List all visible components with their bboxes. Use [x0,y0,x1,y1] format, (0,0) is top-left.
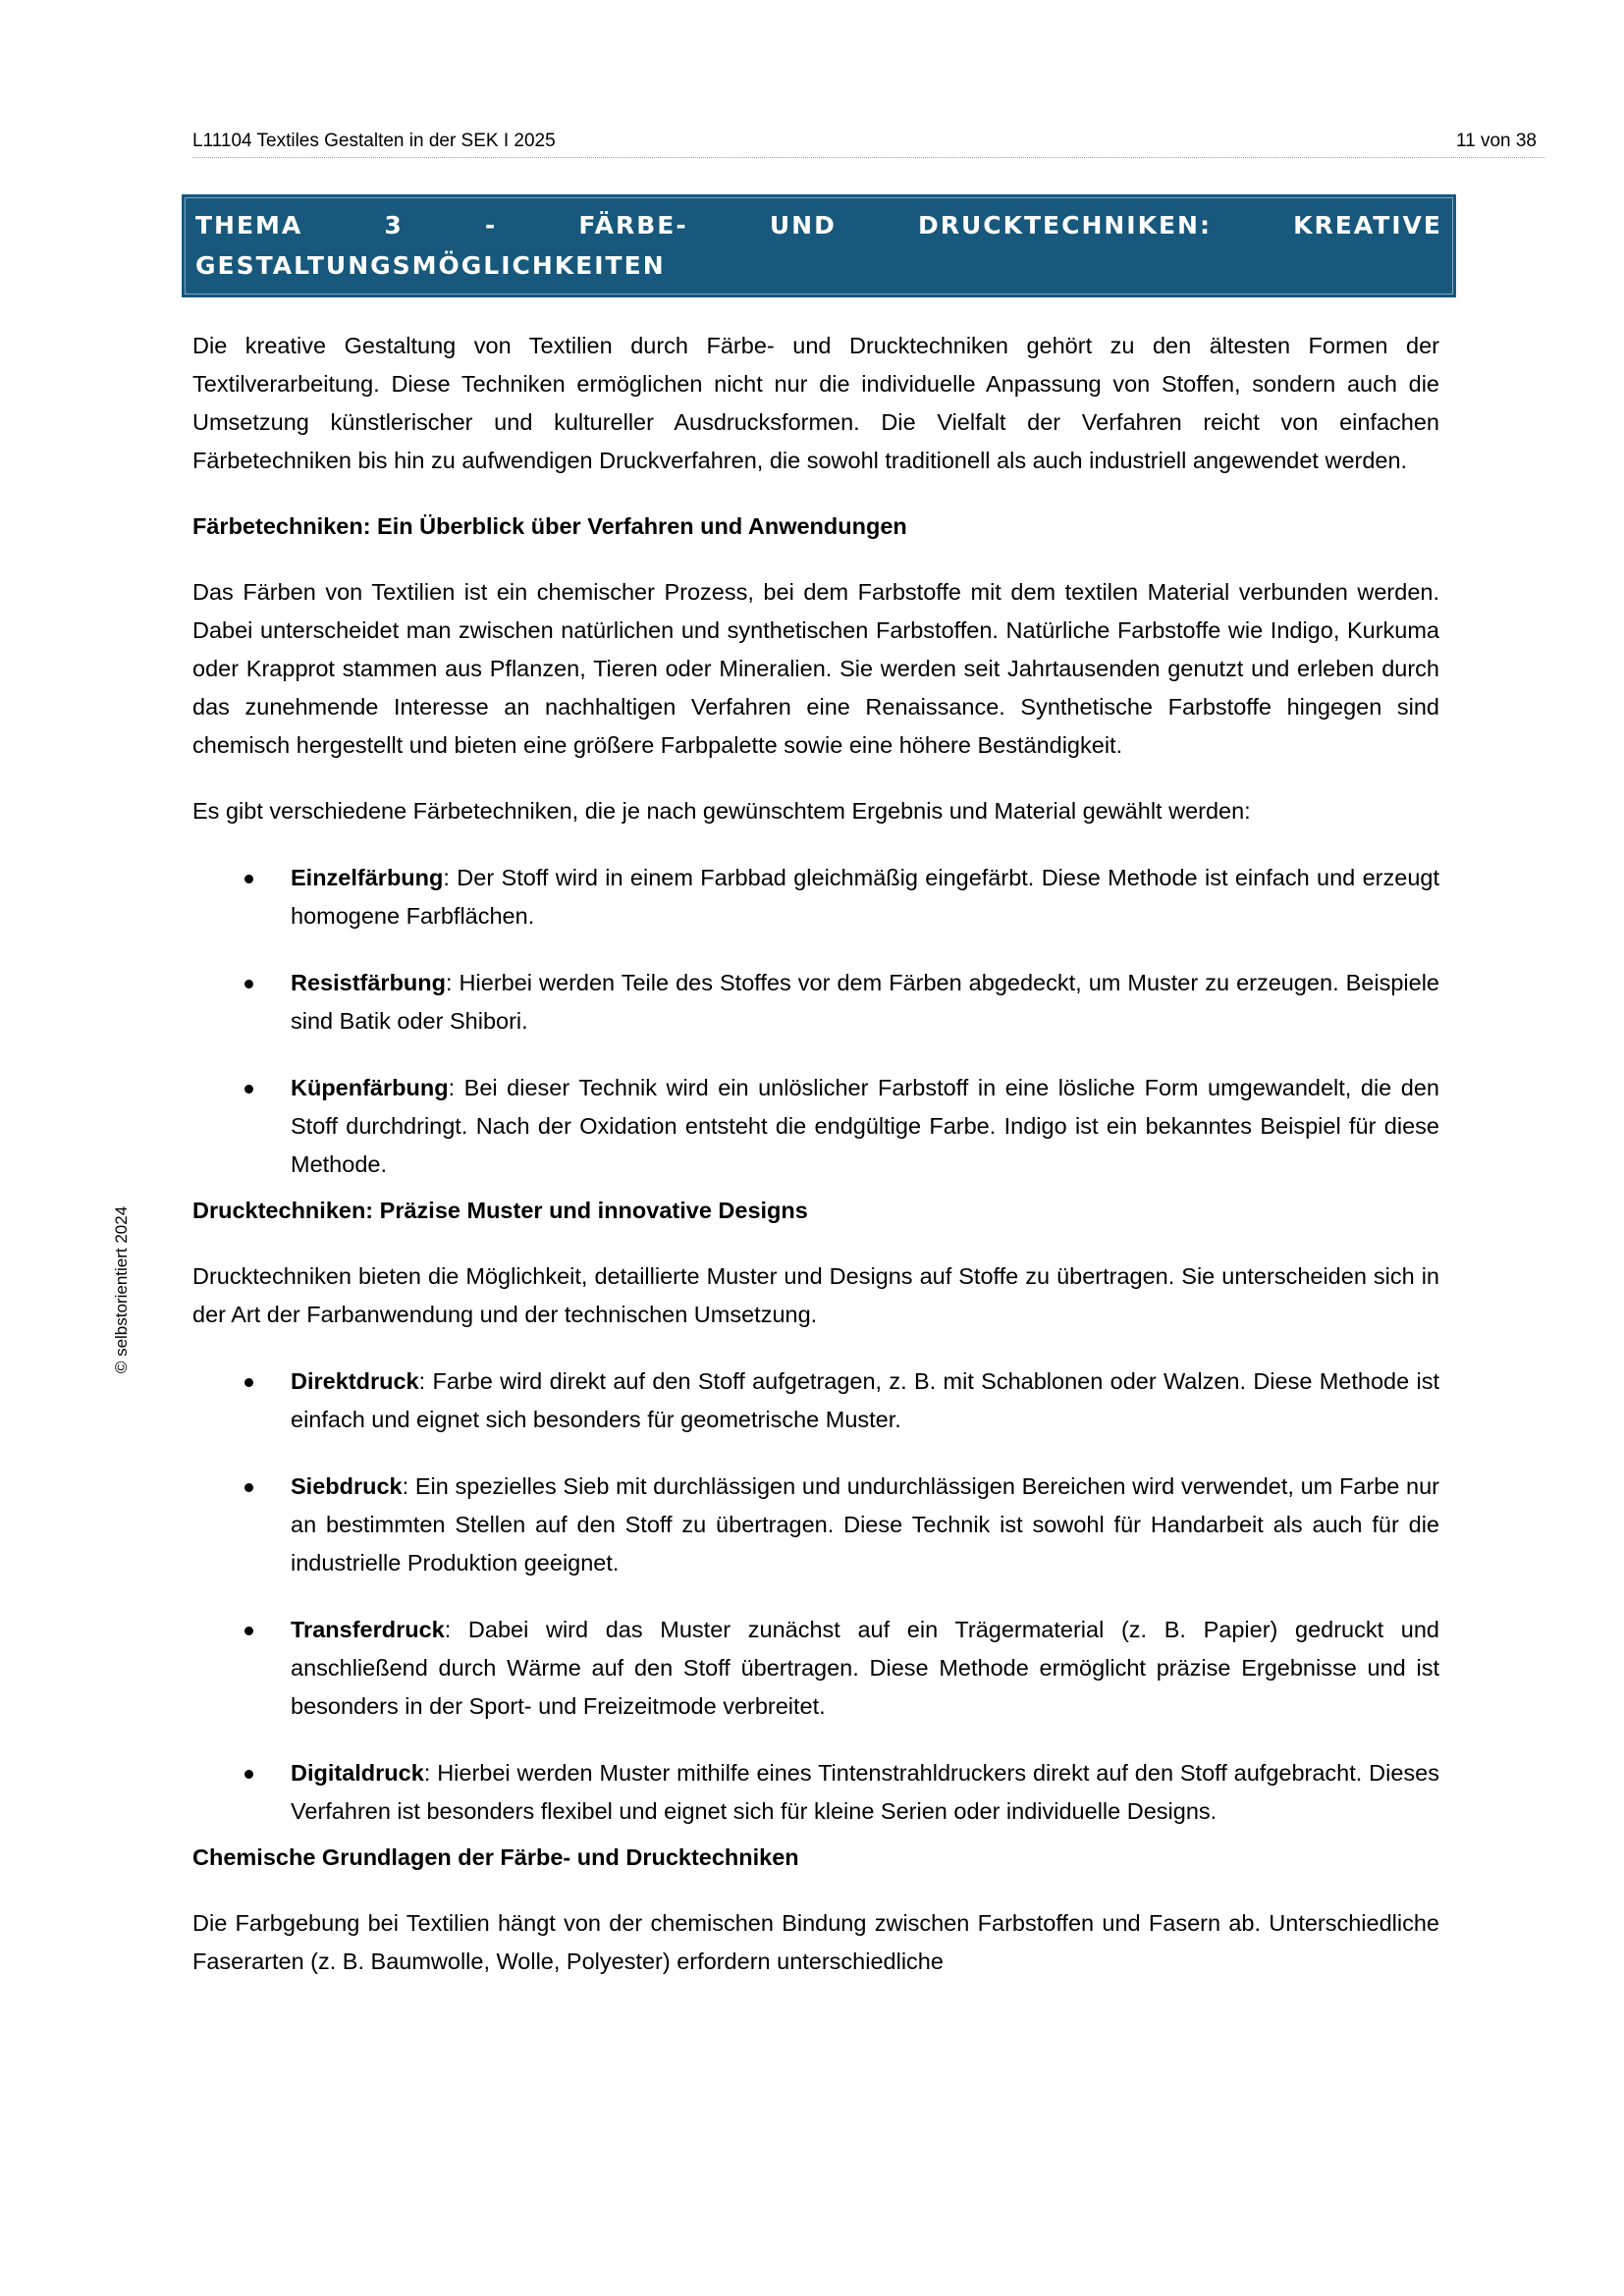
list-item-term: Transferdruck [291,1617,445,1642]
section-heading-chemische-grundlagen: Chemische Grundlagen der Färbe- und Drucktechniken [192,1844,799,1870]
page-header [192,126,1544,158]
document-title: L11104 Textiles Gestalten in der SEK I 2025 [192,131,556,151]
list-item-text: : Hierbei werden Muster mithilfe eines Tintenstrahldruckers direkt auf den Stoff aufgebracht. Dieses Verfahren ist besonders flexibel und eignet sich für kleine Serien oder individuelle Designs. [291,1760,1439,1824]
list-item-text: : Hierbei werden Teile des Stoffes vor dem Färben abgedeckt, um Muster zu erzeugen. Beispiele sind Batik oder Shibori. [291,970,1439,1034]
bullet-icon [244,875,253,883]
page-number: 11 von 38 [1455,131,1537,151]
list-item-text: : Der Stoff wird in einem Farbbad gleichmäßig eingefärbt. Diese Methode ist einfach und erzeugt homogene Farbflächen. [291,865,1439,929]
section1-paragraph-1: Das Färben von Textilien ist ein chemischer Prozess, bei dem Farbstoffe mit dem textilen Material verbunden werden. Dabei unterscheidet man zwischen natürlichen und synthetischen Farbstoffen. Natürliche Farbstoffe wie Indigo, Kurkuma oder Krapprot stammen aus Pflanzen, Tieren oder Mineralien. Sie werden seit Jahrtausenden genutzt und erleben durch das zunehmende Interesse an nachhaltigen Verfahren eine Renaissance. Synthetische Farbstoffe hingegen sind chemisch hergestellt und bieten eine größere Farbpalette sowie eine höhere Beständigkeit. [192,579,1439,758]
list-item [192,1468,1439,1582]
bullet-icon [244,1085,253,1094]
drucktechniken-list [192,1362,1439,1831]
section-heading-drucktechniken: Drucktechniken: Präzise Muster und innovative Designs [192,1198,808,1223]
section1-paragraph-2: Es gibt verschiedene Färbetechniken, die je nach gewünschtem Ergebnis und Material gewählt werden: [192,798,1251,824]
topic-title-banner [182,194,1456,297]
bullet-icon [244,1483,253,1492]
bullet-icon [244,1770,253,1779]
list-item [192,1069,1439,1184]
bullet-icon [244,980,253,988]
list-item [192,859,1439,935]
list-item-term: Siebdruck [291,1473,403,1499]
list-item-text: : Ein spezielles Sieb mit durchlässigen und undurchlässigen Bereichen wird verwendet, um Farbe nur an bestimmten Stellen auf den Stoff zu übertragen. Diese Technik ist sowohl für Handarbeit als auch für die industrielle Produktion geeignet. [291,1473,1439,1575]
list-item-term: Resistfärbung [291,970,446,995]
section3-paragraph-1: Die Farbgebung bei Textilien hängt von der chemischen Bindung zwischen Farbstoffen und Fasern ab. Unterschiedliche Faserarten (z. B. Baumwolle, Wolle, Polyester) erfordern unterschiedliche [192,1910,1439,1974]
list-item-text: : Bei dieser Technik wird ein unlöslicher Farbstoff in eine lösliche Form umgewandelt, die den Stoff durchdringt. Nach der Oxidation entsteht die endgültige Farbe. Indigo ist ein bekanntes Beispiel für diese Methode. [291,1075,1439,1177]
copyright-note: © selbstorientiert 2024 [112,1205,131,1374]
list-item-term: Einzelfärbung [291,865,444,890]
section-heading-faerbetechniken: Färbetechniken: Ein Überblick über Verfahren und Anwendungen [192,513,907,539]
list-item [192,964,1439,1041]
list-item [192,1362,1439,1439]
bullet-icon [244,1627,253,1635]
topic-title: THEMA 3 - FÄRBE- UND DRUCKTECHNIKEN: KREATIVE GESTALTUNGSMÖGLICHKEITEN [195,211,1442,280]
list-item-term: Direktdruck [291,1368,419,1394]
list-item-term: Digitaldruck [291,1760,424,1786]
list-item [192,1611,1439,1726]
faerbetechniken-list [192,859,1439,1184]
page-content [192,194,1442,1981]
list-item [192,1754,1439,1831]
list-item-text: : Farbe wird direkt auf den Stoff aufgetragen, z. B. mit Schablonen oder Walzen. Diese Methode ist einfach und eignet sich besonders für geometrische Muster. [291,1368,1439,1432]
list-item-term: Küpenfärbung [291,1075,449,1100]
list-item-text: : Dabei wird das Muster zunächst auf ein Trägermaterial (z. B. Papier) gedruckt und anschließend durch Wärme auf den Stoff übertragen. Diese Methode ermöglicht präzise Ergebnisse und ist besonders in der Sport- und Freizeitmode verbreitet. [291,1617,1439,1719]
intro-paragraph: Die kreative Gestaltung von Textilien durch Färbe- und Drucktechniken gehört zu den ältesten Formen der Textilverarbeitung. Diese Techniken ermöglichen nicht nur die individuelle Anpassung von Stoffen, sondern auch die Umsetzung künstlerischer und kultureller Ausdrucksformen. Die Vielfalt der Verfahren reicht von einfachen Färbetechniken bis hin zu aufwendigen Druckverfahren, die sowohl traditionell als auch industriell angewendet werden. [192,333,1439,473]
section2-paragraph-1: Drucktechniken bieten die Möglichkeit, detaillierte Muster und Designs auf Stoffe zu übertragen. Sie unterscheiden sich in der Art der Farbanwendung und der technischen Umsetzung. [192,1263,1439,1327]
bullet-icon [244,1378,253,1387]
